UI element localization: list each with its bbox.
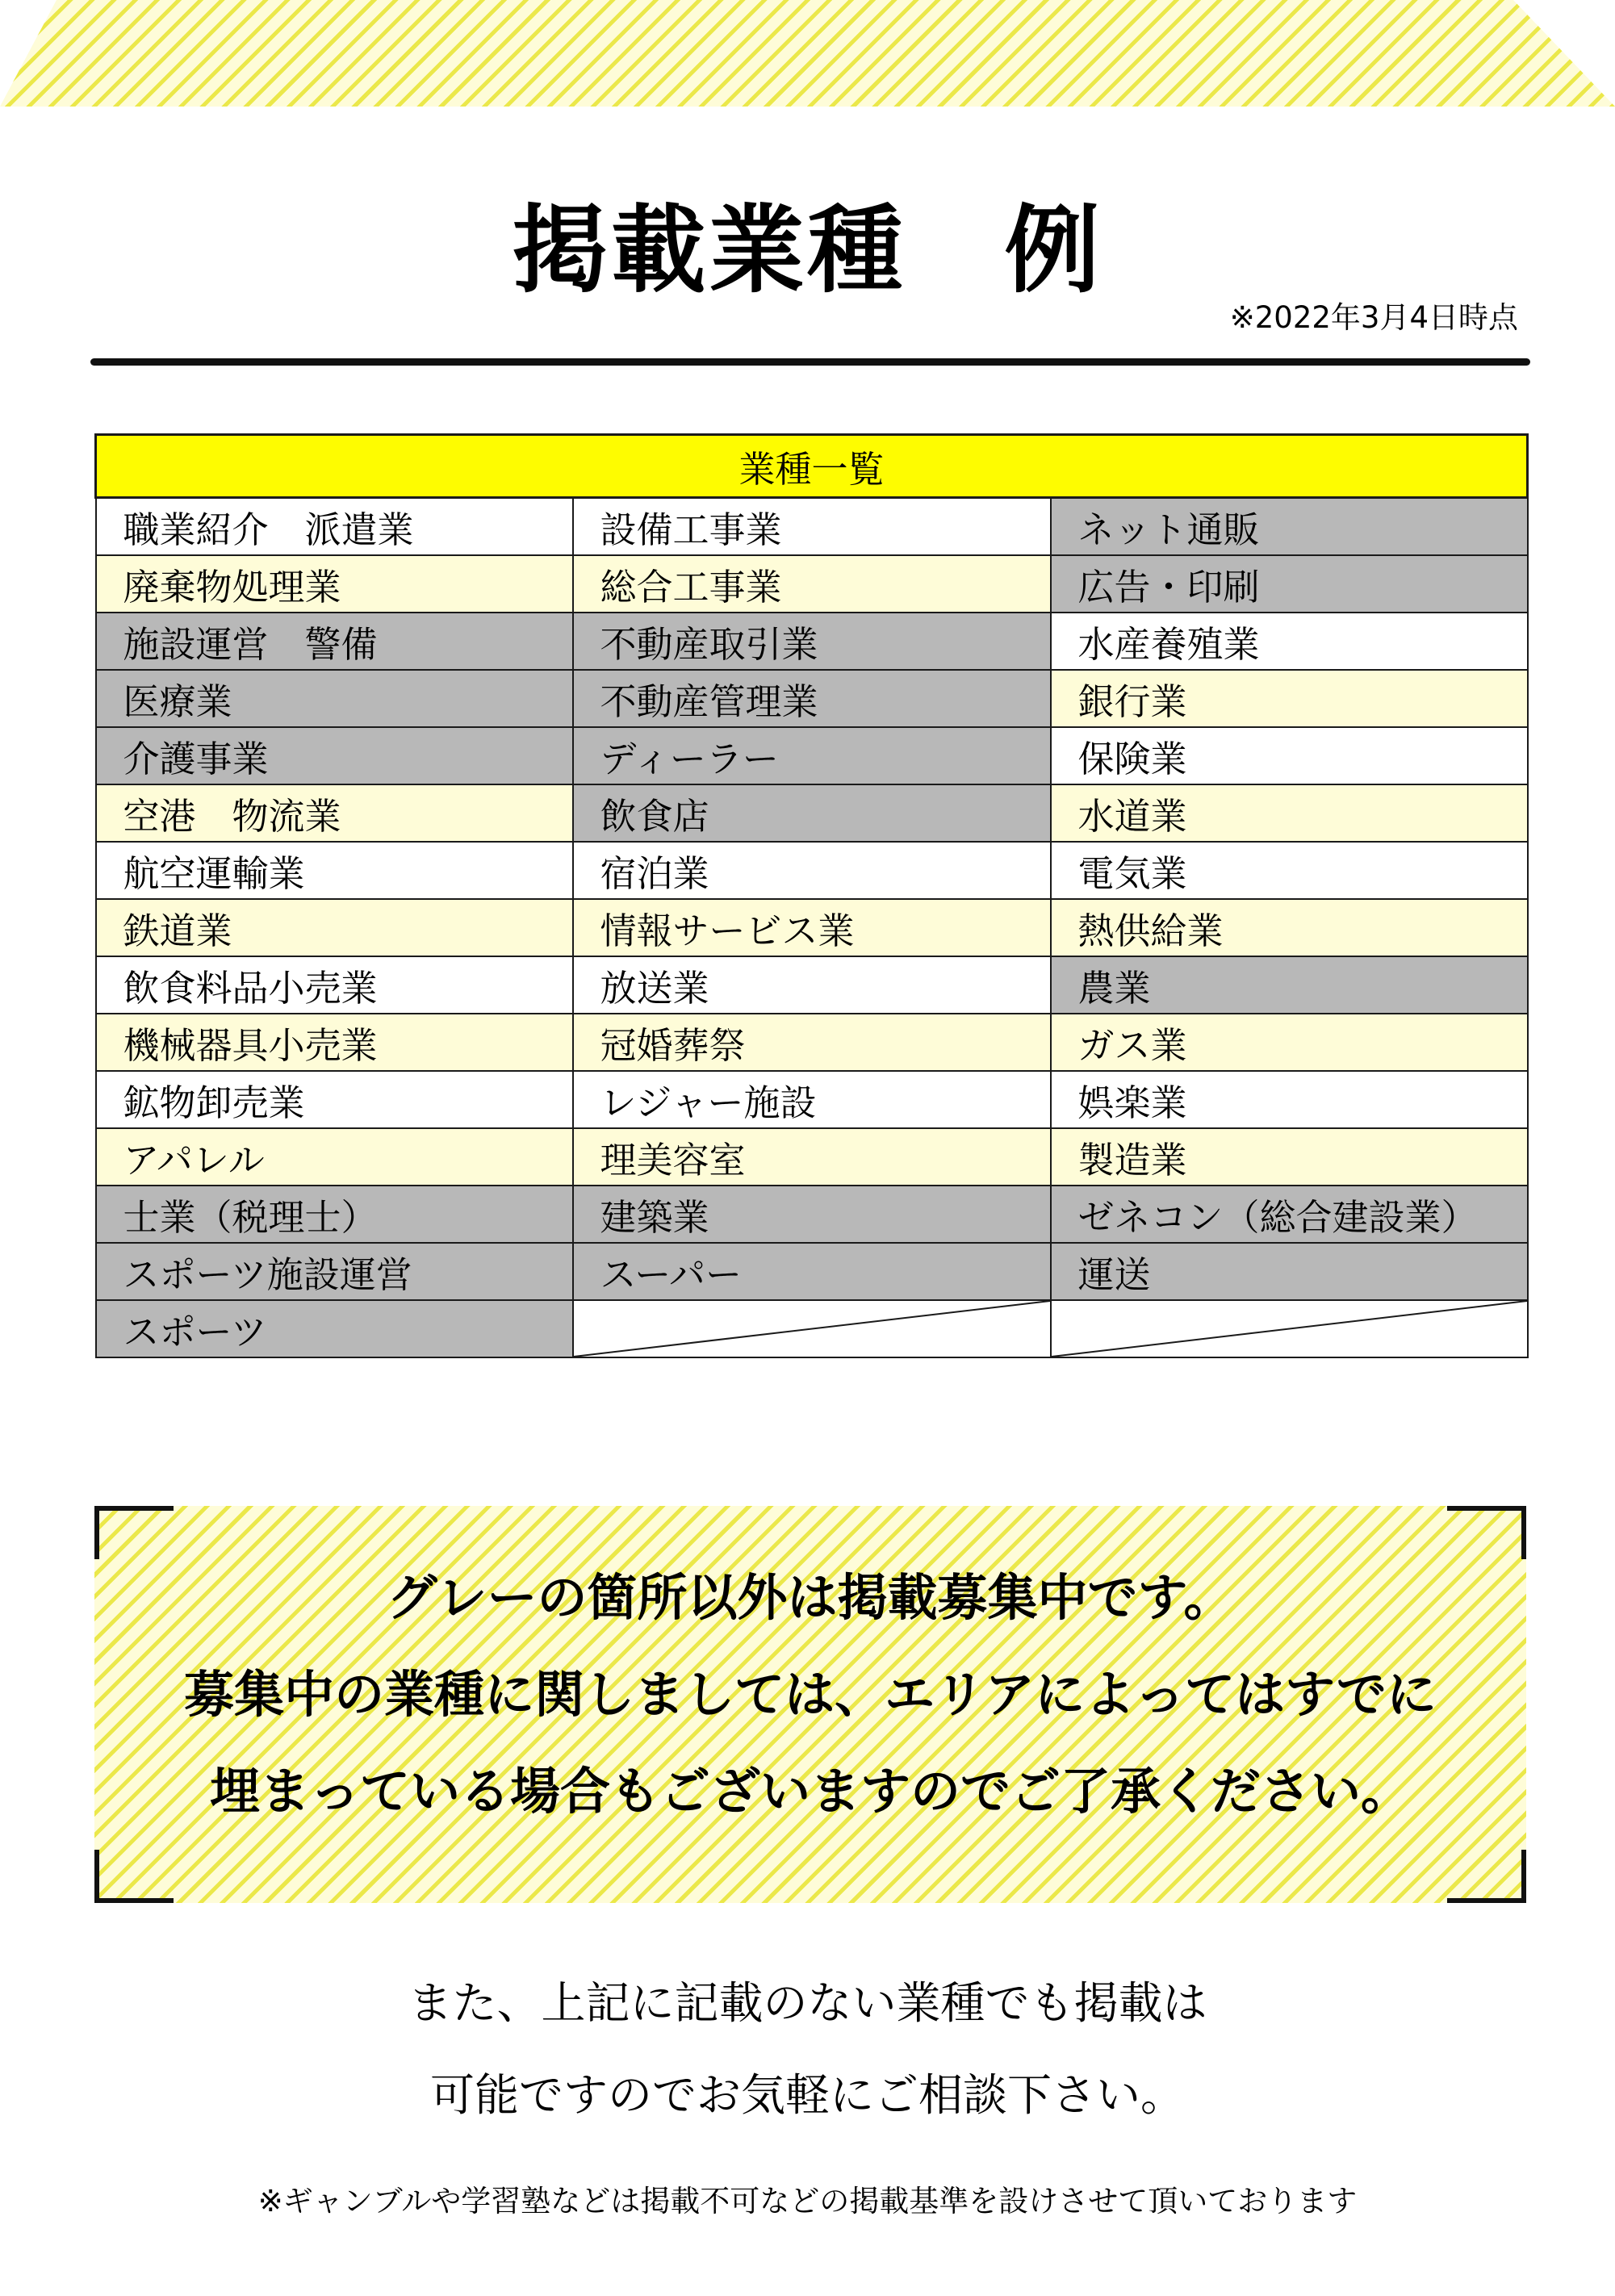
- industry-cell: 建築業: [573, 1186, 1051, 1243]
- bracket-corner-bottom-left: [94, 1850, 174, 1903]
- bracket-corner-top-left: [94, 1506, 174, 1559]
- industry-cell: 空港 物流業: [96, 784, 573, 842]
- industry-cell: 施設運営 警備: [96, 613, 573, 670]
- industry-cell: 水道業: [1051, 784, 1528, 842]
- empty-cell-slash: [1052, 1301, 1527, 1357]
- bracket-corner-bottom-right: [1447, 1850, 1526, 1903]
- notice-box: [94, 1506, 1526, 1903]
- industry-cell: 鉱物卸売業: [96, 1071, 573, 1128]
- table-row: [96, 1300, 1528, 1357]
- industry-cell: アパレル: [96, 1128, 573, 1186]
- industry-table: [94, 433, 1529, 1358]
- notice-line: グレーの箇所以外は掲載募集中です。: [387, 1568, 1234, 1627]
- industry-cell: 鉄道業: [96, 899, 573, 956]
- industry-cell: 水産養殖業: [1051, 613, 1528, 670]
- industry-cell: スポーツ施設運営: [96, 1243, 573, 1300]
- industry-cell: 情報サービス業: [573, 899, 1051, 956]
- table-header-row: [96, 435, 1528, 498]
- bracket-corner-top-right: [1447, 1506, 1526, 1559]
- industry-cell: 飲食店: [573, 784, 1051, 842]
- industry-cell: 放送業: [573, 956, 1051, 1014]
- industry-cell: 電気業: [1051, 842, 1528, 899]
- page-title: 掲載業種 例: [512, 194, 1103, 306]
- industry-cell: 機械器具小売業: [96, 1014, 573, 1071]
- industry-cell: 保険業: [1051, 727, 1528, 784]
- industry-cell: 廃棄物処理業: [96, 555, 573, 613]
- closing-line: また、上記に記載のない業種でも掲載は: [408, 1977, 1207, 2029]
- title-divider: [90, 358, 1530, 366]
- industry-cell: ガス業: [1051, 1014, 1528, 1071]
- industry-cell: 宿泊業: [573, 842, 1051, 899]
- table-header: 業種一覧: [96, 435, 1528, 498]
- industry-cell: 設備工事業: [573, 498, 1051, 555]
- industry-cell: 運送: [1051, 1243, 1528, 1300]
- industry-cell: 広告・印刷: [1051, 555, 1528, 613]
- industry-cell: 銀行業: [1051, 670, 1528, 727]
- industry-cell: 農業: [1051, 956, 1528, 1014]
- table-row: [96, 727, 1528, 784]
- industry-cell: 医療業: [96, 670, 573, 727]
- table-row: [96, 613, 1528, 670]
- industry-cell: 不動産取引業: [573, 613, 1051, 670]
- table-row: [96, 670, 1528, 727]
- industry-cell: 熱供給業: [1051, 899, 1528, 956]
- table-row: [96, 956, 1528, 1014]
- table-row: [96, 899, 1528, 956]
- notice-line: 埋まっている場合もございますのでご了承ください。: [209, 1762, 1411, 1821]
- industry-cell: 不動産管理業: [573, 670, 1051, 727]
- footnote: ※ギャンブルや学習塾などは掲載不可などの掲載基準を設けさせて頂いております: [257, 2184, 1358, 2219]
- industry-cell: 製造業: [1051, 1128, 1528, 1186]
- table-row: [96, 498, 1528, 555]
- industry-cell: ネット通販: [1051, 498, 1528, 555]
- industry-cell: レジャー施設: [573, 1071, 1051, 1128]
- empty-cell: [1051, 1300, 1528, 1357]
- table-body: [96, 498, 1528, 1357]
- industry-cell: ディーラー: [573, 727, 1051, 784]
- table-row: [96, 1014, 1528, 1071]
- table-row: [96, 842, 1528, 899]
- industry-cell: 士業（税理士）: [96, 1186, 573, 1243]
- industry-cell: ゼネコン（総合建設業）: [1051, 1186, 1528, 1243]
- table-row: [96, 1128, 1528, 1186]
- industry-cell: 冠婚葬祭: [573, 1014, 1051, 1071]
- industry-cell: 航空運輸業: [96, 842, 573, 899]
- table-row: [96, 1071, 1528, 1128]
- date-note: ※2022年3月4日時点: [1229, 300, 1518, 335]
- table-row: [96, 555, 1528, 613]
- table-row: [96, 784, 1528, 842]
- empty-cell: [573, 1300, 1051, 1357]
- decorative-stripe-band: [0, 0, 1615, 107]
- industry-cell: 総合工事業: [573, 555, 1051, 613]
- table-row: [96, 1186, 1528, 1243]
- industry-cell: スポーツ: [96, 1300, 573, 1357]
- industry-cell: 介護事業: [96, 727, 573, 784]
- table-row: [96, 1243, 1528, 1300]
- industry-cell: 理美容室: [573, 1128, 1051, 1186]
- closing-line: 可能ですのでお気軽にご相談下さい。: [429, 2069, 1185, 2121]
- industry-cell: 職業紹介 派遣業: [96, 498, 573, 555]
- empty-cell-slash: [574, 1301, 1050, 1357]
- industry-cell: 娯楽業: [1051, 1071, 1528, 1128]
- industry-cell: 飲食料品小売業: [96, 956, 573, 1014]
- industry-cell: スーパー: [573, 1243, 1051, 1300]
- notice-line: 募集中の業種に関しましては、エリアによってはすでに: [184, 1665, 1437, 1724]
